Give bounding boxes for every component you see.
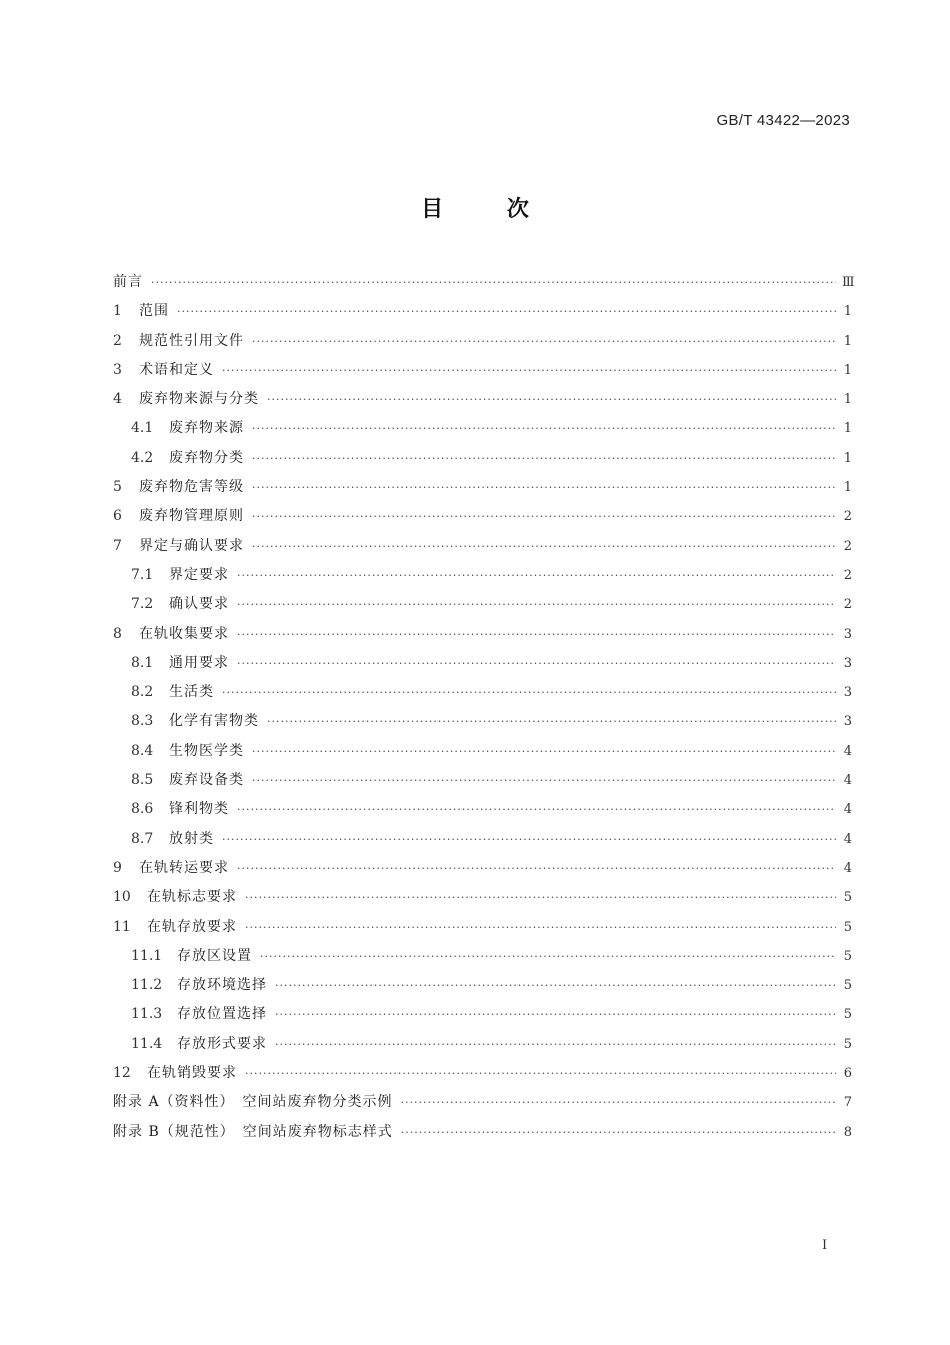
dot-leader — [401, 1118, 836, 1147]
toc-entry-label: 在轨销毁要求 — [147, 1065, 237, 1082]
dot-leader — [260, 942, 836, 971]
dot-leader — [252, 327, 836, 356]
toc-entry[interactable] — [113, 737, 852, 766]
toc-entry-number: 3 — [113, 361, 122, 378]
toc-entry-page: 2 — [843, 567, 852, 583]
toc-entry-label: 在轨存放要求 — [147, 918, 237, 935]
toc-entry-number: 2 — [113, 332, 122, 349]
toc-entry-label: 规范性引用文件 — [139, 332, 244, 349]
toc-entry-number: 4.1 — [131, 420, 154, 437]
toc-entry-label: 术语和定义 — [139, 361, 214, 378]
dot-leader — [151, 268, 836, 297]
toc-entry-label: 生活类 — [169, 684, 214, 701]
toc-entry[interactable] — [113, 590, 852, 619]
toc-entry-page: 1 — [843, 480, 852, 496]
toc-entry-label: 生物医学类 — [169, 742, 244, 759]
toc-entry-page: 4 — [843, 743, 852, 759]
toc-entry-number: 11.4 — [131, 1035, 163, 1052]
toc-entry-label: 废弃物来源与分类 — [139, 391, 259, 408]
dot-leader — [252, 444, 836, 473]
toc-entry-label: 界定与确认要求 — [139, 537, 244, 554]
toc-entry-label: 界定要求 — [169, 566, 229, 583]
toc-entry-page: 7 — [843, 1095, 852, 1111]
standard-code: GB/T 43422—2023 — [716, 112, 850, 129]
toc-entry[interactable] — [113, 942, 852, 971]
toc-entry-number: 9 — [113, 859, 122, 876]
toc-entry-page: 3 — [843, 626, 852, 642]
toc-entry-page: 5 — [843, 1007, 852, 1023]
footer-page-number: I — [822, 1238, 828, 1253]
toc-entry-label: 废弃设备类 — [169, 772, 244, 789]
toc-entry-number: 4.2 — [131, 449, 154, 466]
dot-leader — [275, 1030, 836, 1059]
toc-entry-number: 8.1 — [131, 654, 154, 671]
dot-leader — [177, 297, 836, 326]
toc-entry-number: 11.1 — [131, 947, 163, 964]
toc-entry-number: 11 — [113, 918, 131, 935]
toc-entry-label: 锋利物类 — [169, 801, 229, 818]
toc-entry-page: 3 — [843, 714, 852, 730]
dot-leader — [222, 356, 836, 385]
toc-entry[interactable] — [113, 532, 852, 561]
table-of-contents — [113, 268, 855, 1147]
dot-leader — [401, 1088, 836, 1117]
dot-leader — [275, 1000, 836, 1029]
toc-entry[interactable] — [113, 385, 852, 414]
toc-entry-label: 存放位置选择 — [177, 1006, 267, 1023]
toc-entry-page: 5 — [843, 919, 852, 935]
toc-entry-number: 8.7 — [131, 830, 154, 847]
toc-entry[interactable] — [113, 444, 852, 473]
toc-entry-label: 在轨转运要求 — [139, 859, 229, 876]
toc-entry-page: 1 — [843, 333, 852, 349]
toc-entry[interactable] — [113, 883, 852, 912]
toc-entry-page: 4 — [843, 860, 852, 876]
toc-entry-label: 在轨收集要求 — [139, 625, 229, 642]
dot-leader — [245, 883, 836, 912]
toc-entry-number: 8 — [113, 625, 122, 642]
toc-entry-page: 2 — [843, 538, 852, 554]
toc-entry[interactable] — [113, 327, 852, 356]
toc-entry[interactable] — [113, 971, 852, 1000]
toc-entry-number: 7.1 — [131, 566, 154, 583]
dot-leader — [237, 854, 836, 883]
dot-leader — [245, 1059, 836, 1088]
toc-entry-page: 1 — [843, 304, 852, 320]
toc-entry-number: 10 — [113, 889, 131, 906]
dot-leader — [237, 590, 836, 619]
toc-entry-label: 存放形式要求 — [177, 1035, 267, 1052]
toc-entry[interactable] — [113, 825, 852, 854]
dot-leader — [252, 532, 836, 561]
toc-entry[interactable] — [113, 1030, 852, 1059]
toc-entry-page: 3 — [843, 685, 852, 701]
dot-leader — [237, 649, 836, 678]
toc-entry-page: 5 — [843, 890, 852, 906]
toc-entry-page: 6 — [843, 1066, 852, 1082]
dot-leader — [252, 473, 836, 502]
toc-entry-number: 8.6 — [131, 801, 154, 818]
toc-entry-number: 11.2 — [131, 977, 163, 994]
dot-leader — [237, 561, 836, 590]
toc-entry[interactable] — [113, 268, 855, 297]
toc-entry-label: 化学有害物类 — [169, 713, 259, 730]
toc-entry-label: 废弃物分类 — [169, 449, 244, 466]
toc-entry[interactable] — [113, 1118, 852, 1147]
toc-entry-number: 8.2 — [131, 684, 154, 701]
toc-entry[interactable] — [113, 620, 852, 649]
dot-leader — [252, 414, 836, 443]
toc-entry-label: 通用要求 — [169, 654, 229, 671]
toc-entry[interactable] — [113, 414, 852, 443]
toc-entry[interactable] — [113, 854, 852, 883]
dot-leader — [252, 502, 836, 531]
toc-entry-label: 范围 — [139, 303, 169, 320]
toc-entry-page: 1 — [843, 450, 852, 466]
dot-leader — [222, 678, 836, 707]
dot-leader — [245, 913, 836, 942]
toc-entry[interactable] — [113, 913, 852, 942]
toc-entry-number: 8.4 — [131, 742, 154, 759]
toc-entry-label: 存放区设置 — [177, 947, 252, 964]
toc-entry[interactable] — [113, 297, 852, 326]
toc-entry-page: 1 — [843, 421, 852, 437]
toc-entry-label: 前言 — [113, 274, 143, 290]
toc-entry-page: 4 — [843, 773, 852, 789]
toc-entry[interactable] — [113, 1000, 852, 1029]
toc-entry-label: 确认要求 — [169, 596, 229, 613]
toc-entry[interactable] — [113, 678, 852, 707]
toc-entry-label: 废弃物危害等级 — [139, 479, 244, 496]
toc-entry-page: 4 — [843, 802, 852, 818]
page-title: 目 次 — [421, 197, 529, 222]
toc-entry-number: 8.3 — [131, 713, 154, 730]
toc-entry[interactable] — [113, 766, 852, 795]
toc-entry-number: 4 — [113, 391, 122, 408]
toc-entry[interactable] — [113, 649, 852, 678]
toc-entry[interactable] — [113, 561, 852, 590]
toc-entry-label: 废弃物来源 — [169, 420, 244, 437]
toc-entry-number: 5 — [113, 479, 122, 496]
toc-entry[interactable] — [113, 795, 852, 824]
toc-entry-label: 在轨标志要求 — [147, 889, 237, 906]
toc-entry[interactable] — [113, 1088, 852, 1117]
toc-entry-page: 4 — [843, 831, 852, 847]
dot-leader — [237, 620, 836, 649]
toc-entry-number: 7 — [113, 537, 122, 554]
toc-entry-number: 1 — [113, 303, 122, 320]
toc-entry[interactable] — [113, 707, 852, 736]
toc-entry-page: 1 — [843, 392, 852, 408]
dot-leader — [252, 737, 836, 766]
dot-leader — [275, 971, 836, 1000]
toc-entry-label: 放射类 — [169, 830, 214, 847]
toc-entry-page: 1 — [843, 362, 852, 378]
toc-entry[interactable] — [113, 502, 852, 531]
toc-entry-page: 5 — [843, 978, 852, 994]
toc-entry-number: 12 — [113, 1065, 131, 1082]
toc-entry-page: 5 — [843, 948, 852, 964]
dot-leader — [267, 707, 836, 736]
toc-entry-number: 7.2 — [131, 596, 154, 613]
toc-entry-label: 存放环境选择 — [177, 977, 267, 994]
toc-entry[interactable] — [113, 356, 852, 385]
dot-leader — [237, 795, 836, 824]
toc-entry-label: 废弃物管理原则 — [139, 508, 244, 525]
dot-leader — [252, 766, 836, 795]
toc-entry-label: 附录 A（资料性） 空间站废弃物分类示例 — [113, 1094, 393, 1111]
toc-entry-page: 2 — [843, 509, 852, 525]
toc-entry-page: 3 — [843, 655, 852, 671]
toc-entry-page: 8 — [843, 1124, 852, 1140]
toc-entry-page: 2 — [843, 597, 852, 613]
toc-entry[interactable] — [113, 1059, 852, 1088]
toc-entry-number: 6 — [113, 508, 122, 525]
dot-leader — [267, 385, 836, 414]
toc-entry-page: Ⅲ — [842, 275, 855, 290]
toc-entry-number: 8.5 — [131, 772, 154, 789]
toc-entry-label: 附录 B（规范性） 空间站废弃物标志样式 — [113, 1123, 393, 1140]
toc-entry-number: 11.3 — [131, 1006, 163, 1023]
toc-entry-page: 5 — [843, 1036, 852, 1052]
dot-leader — [222, 825, 836, 854]
toc-entry[interactable] — [113, 473, 852, 502]
